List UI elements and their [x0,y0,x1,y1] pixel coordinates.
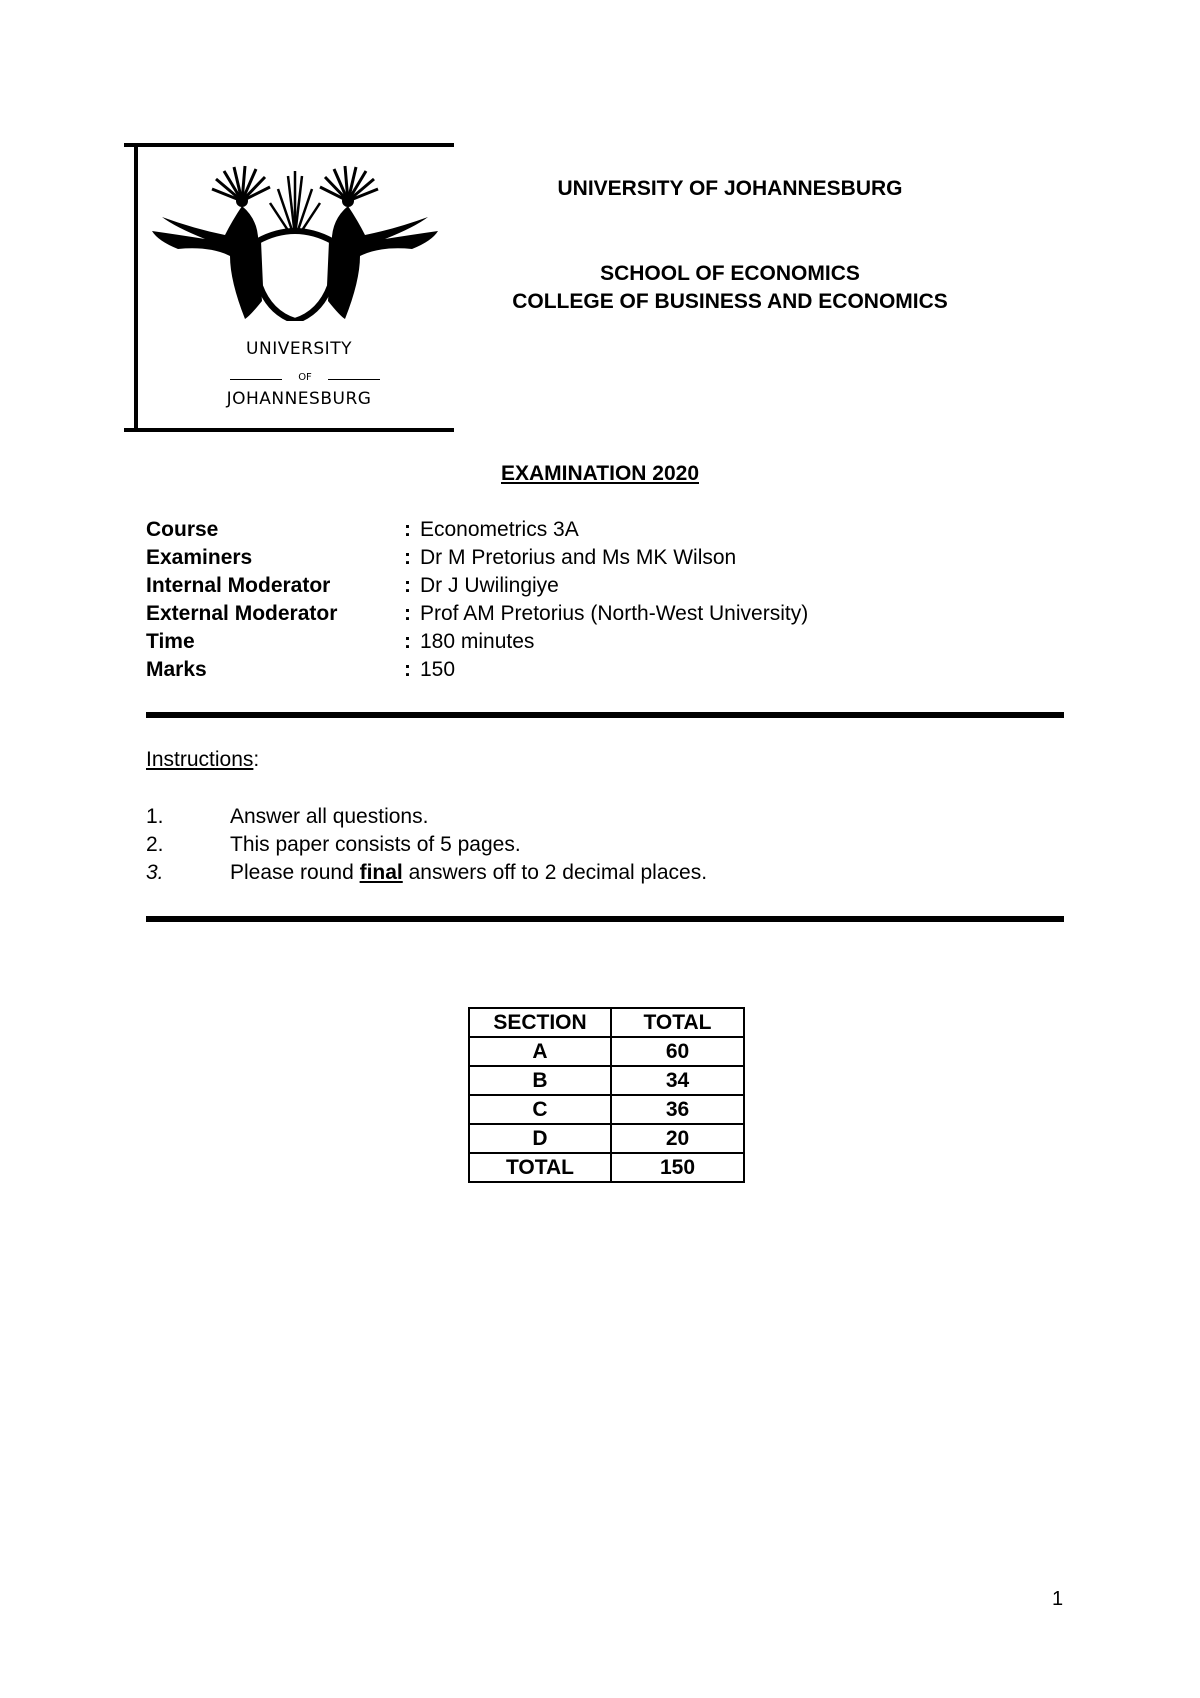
info-label: Time [146,630,195,653]
info-value: Dr J Uwilingiye [420,574,559,597]
instruction-number: 3. [146,861,164,884]
table-cell: 150 [611,1153,744,1182]
university-logo [134,143,464,432]
table-cell: 36 [611,1095,744,1124]
instructions-heading-text: Instructions [146,748,254,771]
instruction-number: 2. [146,833,164,856]
school-heading: SCHOOL OF ECONOMICS [600,262,860,285]
info-label: Course [146,518,219,541]
logo-text-university: UNIVERSITY [246,339,352,359]
page-number: 1 [1052,1588,1064,1610]
info-label: External Moderator [146,602,338,625]
divider-rule-top [146,712,1064,718]
table-cell: A [469,1037,611,1066]
table-cell: TOTAL [469,1153,611,1182]
info-value: 150 [420,658,456,681]
table-cell: B [469,1066,611,1095]
info-value: Econometrics 3A [420,518,579,541]
divider-rule-bottom [146,916,1064,922]
table-header-cell: SECTION [469,1008,611,1037]
logo-divider [230,373,380,385]
table-row [469,1095,744,1124]
table-header-row [469,1008,744,1037]
table-row [469,1124,744,1153]
table-row [469,1066,744,1095]
instruction-text: Please round final answers off to 2 decimal places. [230,861,708,884]
instructions-heading: Instructions: [146,748,260,771]
university-crest-icon [150,151,440,321]
exam-title: EXAMINATION 2020 [501,462,699,485]
university-heading: UNIVERSITY OF JOHANNESBURG [557,177,903,200]
info-value: Prof AM Pretorius (North-West University) [420,602,809,625]
table-header-cell: TOTAL [611,1008,744,1037]
info-value: Dr M Pretorius and Ms MK Wilson [420,546,737,569]
table-cell: 20 [611,1124,744,1153]
info-value: 180 minutes [420,630,535,653]
table-cell: 34 [611,1066,744,1095]
info-label: Marks [146,658,207,681]
instruction-text: This paper consists of 5 pages. [230,833,521,856]
college-heading: COLLEGE OF BUSINESS AND ECONOMICS [512,290,948,313]
instruction-number: 1. [146,805,164,828]
info-label: Internal Moderator [146,574,331,597]
marks-table [468,1007,745,1183]
info-label: Examiners [146,546,253,569]
table-row [469,1037,744,1066]
table-cell: 60 [611,1037,744,1066]
instruction-emphasis: final [359,861,403,884]
instruction-text: Answer all questions. [230,805,429,828]
table-cell: C [469,1095,611,1124]
logo-text-johannesburg: JOHANNESBURG [226,389,372,409]
logo-text-of: OF [298,372,312,383]
table-cell: D [469,1124,611,1153]
table-row [469,1153,744,1182]
